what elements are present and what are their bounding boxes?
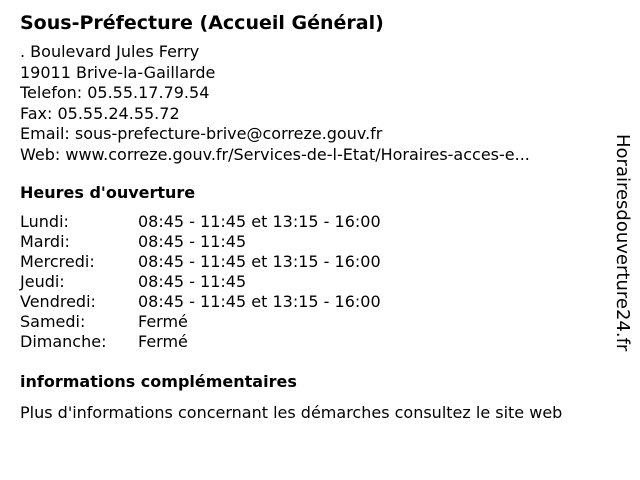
contact-details xyxy=(20,42,600,165)
business-info-card xyxy=(20,10,600,423)
time-value: 08:45 - 11:45 et 13:15 - 16:00 xyxy=(138,252,381,271)
day-label: Vendredi: xyxy=(20,292,96,311)
additional-info-heading: informations complémentaires xyxy=(20,372,297,391)
page-title: Sous-Préfecture (Accueil Général) xyxy=(20,12,384,34)
time-value: 08:45 - 11:45 et 13:15 - 16:00 xyxy=(138,212,381,231)
opening-hours-table xyxy=(20,212,600,352)
phone-number: Telefon: 05.55.17.79.54 xyxy=(20,83,210,102)
day-label: Mercredi: xyxy=(20,252,95,271)
hours-row-tuesday xyxy=(20,232,600,252)
website-address: Web: www.correze.gouv.fr/Services-de-l-Etat/Horaires-acces-e... xyxy=(20,144,530,164)
day-label: Mardi: xyxy=(20,232,70,251)
city-address: 19011 Brive-la-Gaillarde xyxy=(20,62,216,82)
day-label: Jeudi: xyxy=(20,272,65,291)
brand-text: Horairesdouverture24.fr xyxy=(612,134,633,352)
day-label: Samedi: xyxy=(20,312,86,331)
email-address: Email: sous-prefecture-brive@correze.gouv.fr xyxy=(20,124,383,143)
brand-watermark xyxy=(609,134,635,374)
hours-row-friday xyxy=(20,292,600,312)
time-value: 08:45 - 11:45 xyxy=(138,272,247,291)
additional-info-text: Plus d'informations concernant les démarches consultez le site web xyxy=(20,403,563,422)
time-value: Fermé xyxy=(138,332,188,351)
time-value: 08:45 - 11:45 et 13:15 - 16:00 xyxy=(138,292,381,311)
day-label: Lundi: xyxy=(20,212,69,231)
hours-row-wednesday xyxy=(20,252,600,272)
opening-hours-heading: Heures d'ouverture xyxy=(20,183,196,202)
hours-row-sunday xyxy=(20,332,600,352)
hours-row-monday xyxy=(20,212,600,232)
hours-row-saturday xyxy=(20,312,600,332)
fax-number: Fax: 05.55.24.55.72 xyxy=(20,103,180,123)
time-value: Fermé xyxy=(138,312,188,331)
hours-row-thursday xyxy=(20,272,600,292)
street-address: . Boulevard Jules Ferry xyxy=(20,42,200,61)
time-value: 08:45 - 11:45 xyxy=(138,232,247,251)
day-label: Dimanche: xyxy=(20,332,107,351)
